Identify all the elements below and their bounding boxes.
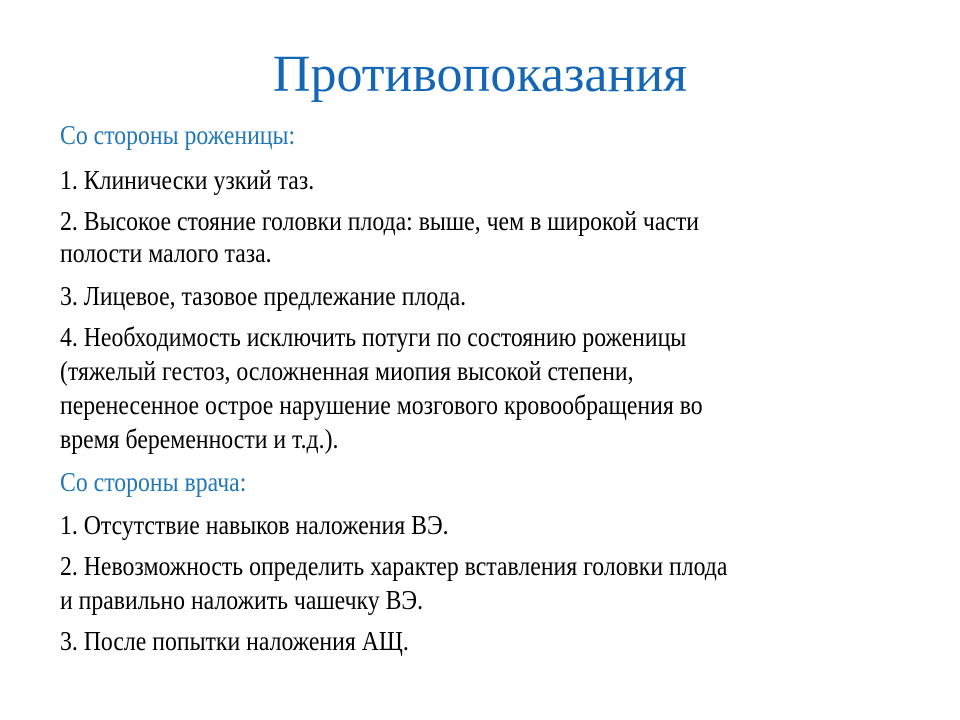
list-item-patient-4-line-3: перенесенное острое нарушение мозгового кровообращения во	[60, 390, 703, 420]
list-item-patient-2-line-1: 2. Высокое стояние головки плода: выше, чем в широкой части	[60, 206, 700, 236]
list-item-patient-1: 1. Клинически узкий таз.	[60, 165, 315, 195]
slide-title: Противопоказания	[272, 46, 688, 103]
list-item-doctor-2-line-1: 2. Невозможность определить характер вставления головки плода	[60, 551, 728, 581]
list-item-doctor-2-line-2: и правильно наложить чашечку ВЭ.	[60, 585, 424, 615]
list-item-doctor-3: 3. После попытки наложения АЩ.	[60, 626, 409, 656]
list-item-patient-4-line-1: 4. Необходимость исключить потуги по состоянию роженицы	[60, 322, 687, 352]
section-heading-doctor: Со стороны врача:	[60, 467, 247, 497]
list-item-patient-4-line-2: (тяжелый гестоз, осложненная миопия высокой степени,	[60, 356, 634, 386]
list-item-patient-3: 3. Лицевое, тазовое предлежание плода.	[60, 281, 467, 311]
list-item-patient-4-line-4: время беременности и т.д.).	[60, 424, 339, 454]
section-heading-patient: Со стороны роженицы:	[60, 120, 296, 150]
list-item-doctor-1: 1. Отсутствие навыков наложения ВЭ.	[60, 510, 449, 540]
list-item-patient-2-line-2: полости малого таза.	[60, 238, 272, 268]
